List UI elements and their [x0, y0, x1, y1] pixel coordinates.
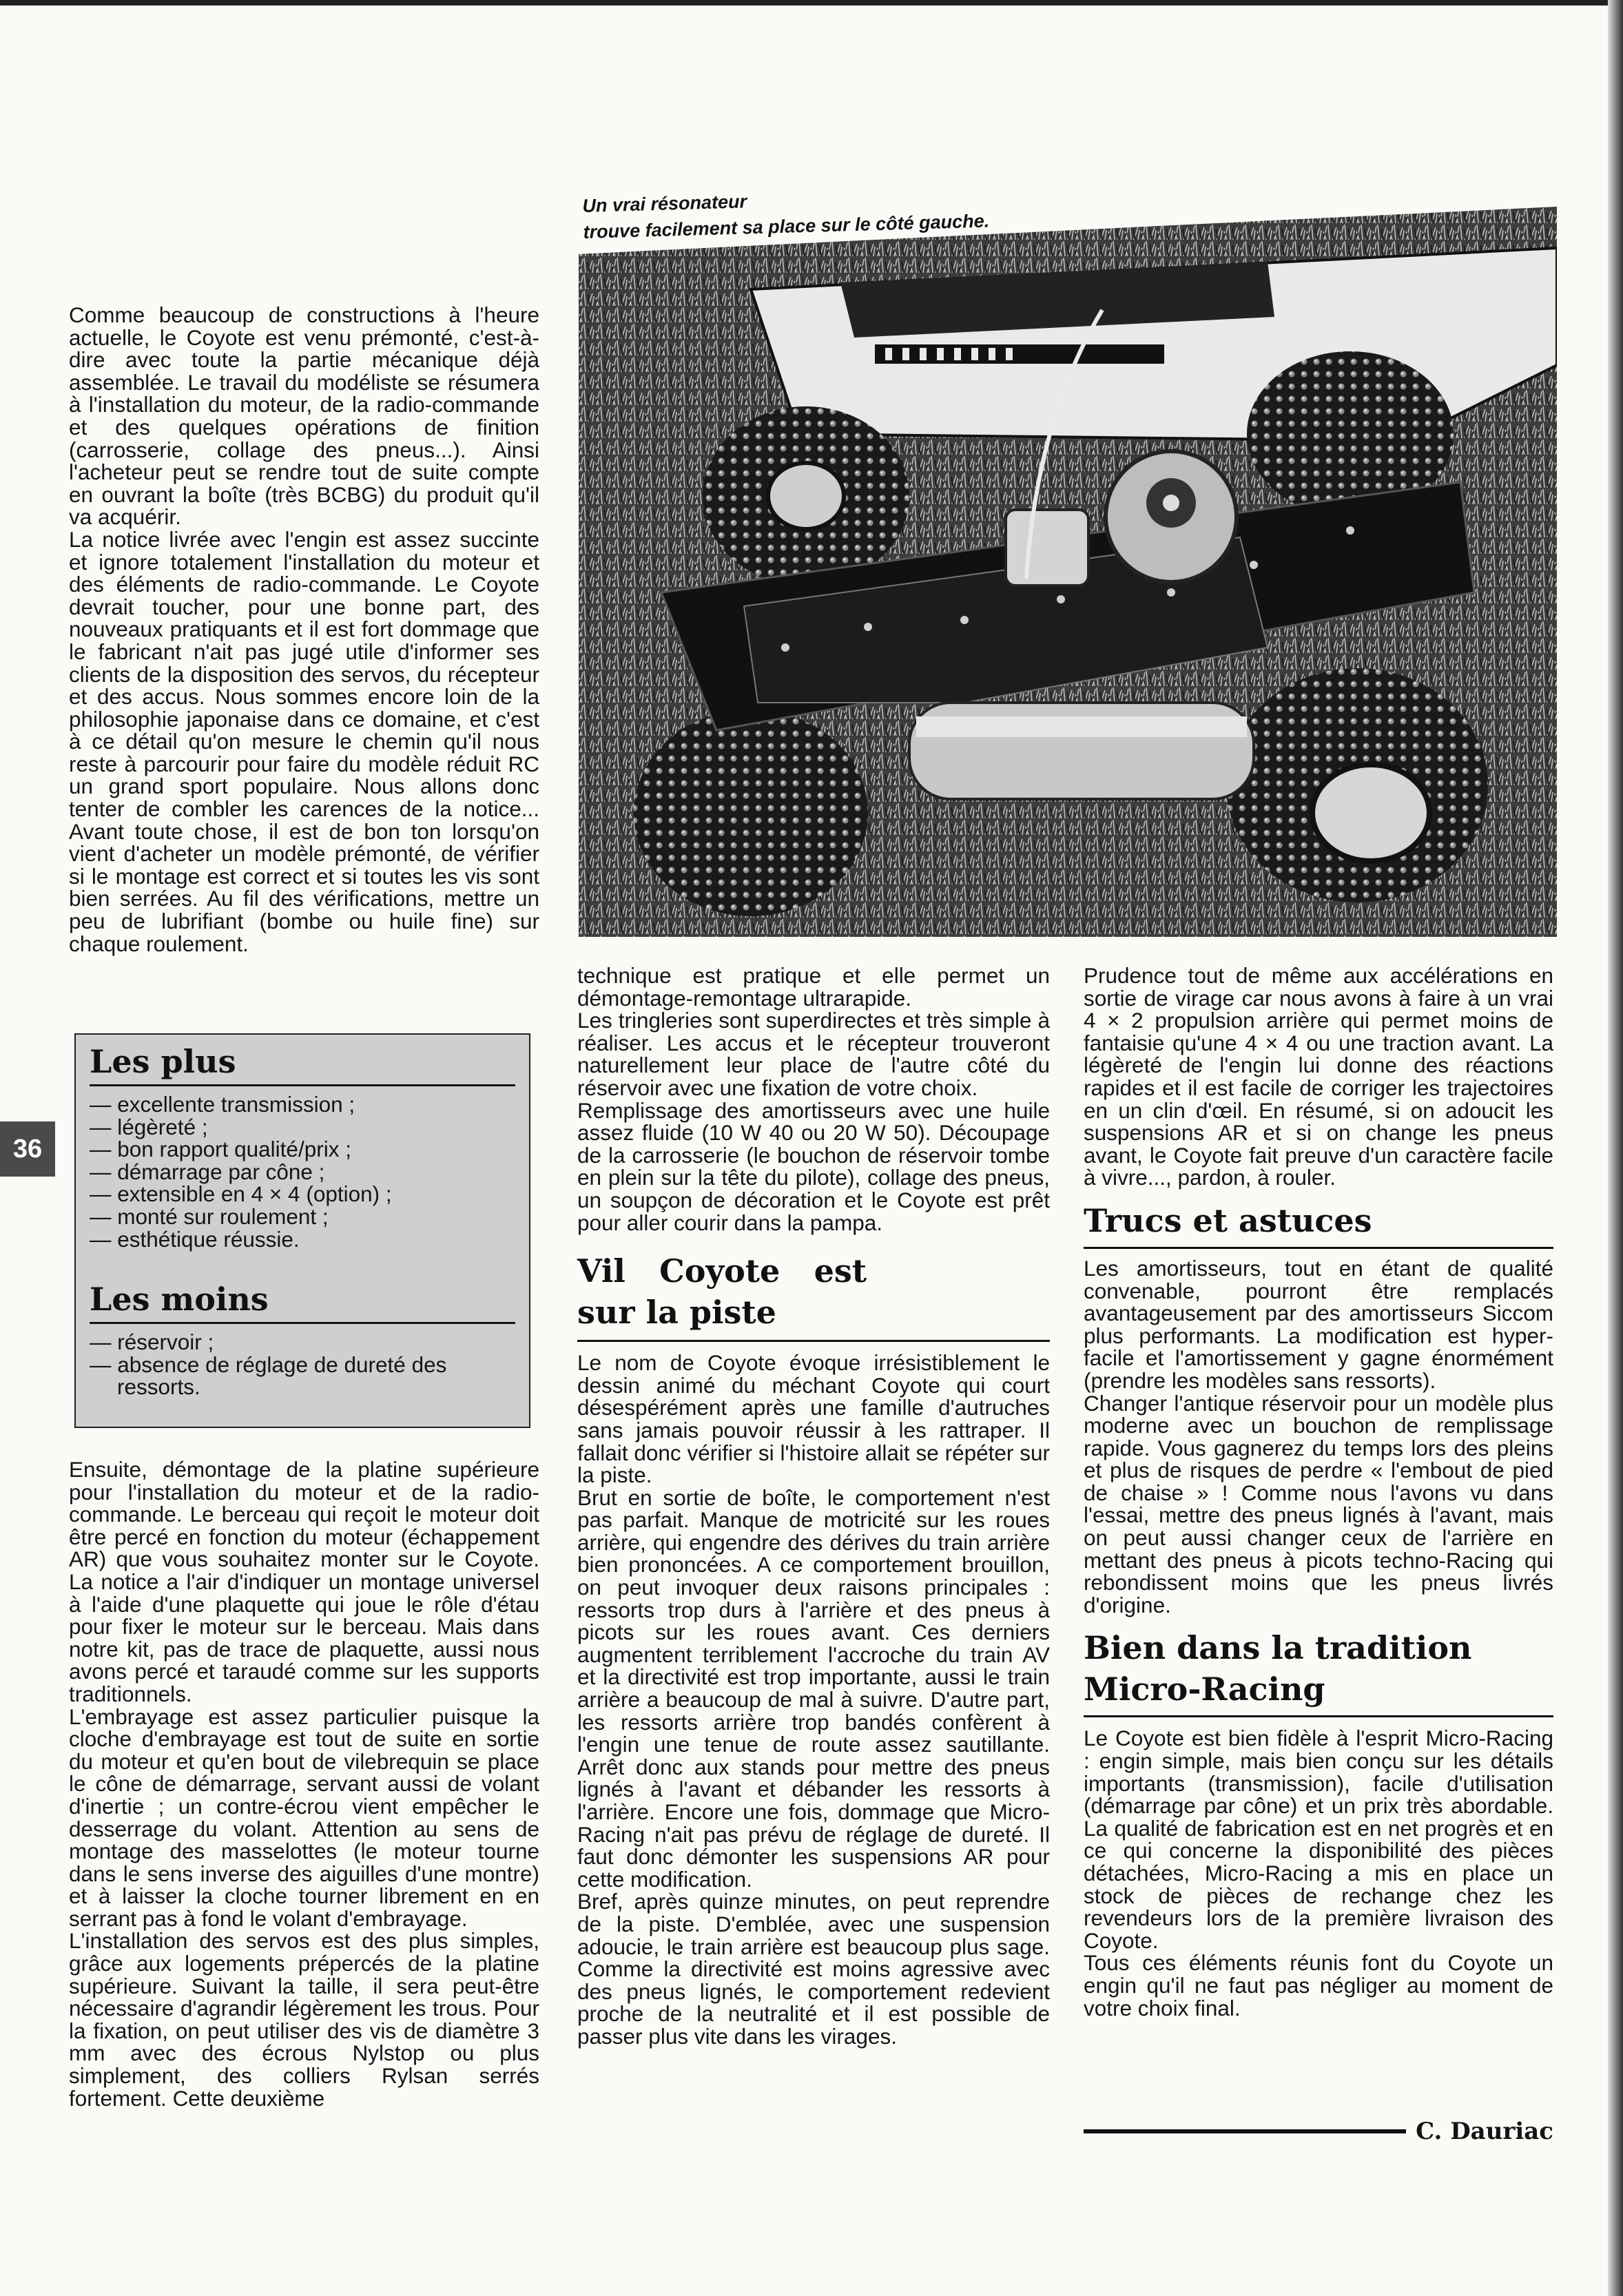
paragraph: Le nom de Coyote évoque irrésistiblement le dessin animé du méchant Coyote qui court désespérément après une famille d'autruches sans jamais pouvoir réussir à les rattraper. Il fallait donc vérifier si l'histoire allait se répéter sur la piste.: [577, 1350, 1050, 1488]
pros-item: — bon rapport qualité/prix ;: [90, 1137, 351, 1162]
paragraph: Les tringleries sont superdirectes et très simple à réaliser. Les accus et le récepteur trouveront naturellement leur place de l'autre côté du réservoir avec une fixation de votre choix.: [577, 1008, 1050, 1100]
coyote-car-photo: [579, 207, 1557, 937]
signature-rule: [1084, 2129, 1406, 2133]
cons-item: — absence de réglage de dureté des ressorts.: [90, 1352, 447, 1400]
section-heading: Vil Coyote est sur la piste: [577, 1252, 867, 1332]
column-2: [577, 964, 1050, 2048]
paragraph: Changer l'antique réservoir pour un modèle plus moderne avec un bouchon de remplissage rapide. Vous gagnerez du temps lors des pleins et plus de risques de perdre « l'embout de pied de chaise » ! Comme nous l'avons vu dans l'essai, mettre des pneus lignés à l'avant, mais on peut aussi changer ceux de l'arrière en mettant des pneus à picots techno-Racing qui rebondissent moins que les pneus livrés d'origine.: [1084, 1390, 1553, 1617]
pros-item: — démarrage par cône ;: [90, 1159, 325, 1184]
paragraph: technique est pratique et elle permet un démontage-remontage ultrarapide.: [577, 963, 1050, 1011]
page-number: 36: [0, 1121, 55, 1177]
pros-item: — extensible en 4 × 4 (option) ;: [90, 1181, 392, 1207]
heading-rule: [577, 1340, 1050, 1342]
paragraph: Remplissage des amortisseurs avec une huile assez fluide (10 W 40 ou 20 W 50). Découpage de la carrosserie (le bouchon de réservoir tombe en plein sur la tête du pilote), collage des pneus, un soupçon de décoration et le Coyote est prêt pour aller courir dans la pampa.: [577, 1097, 1050, 1235]
cons-list: [90, 1331, 515, 1398]
pros-item: — légèreté ;: [90, 1114, 208, 1139]
pros-item: — excellente transmission ;: [90, 1092, 355, 1117]
author-name: C. Dauriac: [1416, 2118, 1553, 2145]
pros-list: [90, 1093, 515, 1250]
page-binding-edge: [1608, 0, 1623, 2296]
column-3: [1084, 964, 1553, 2019]
paragraph: Prudence tout de même aux accélérations en sortie de virage car nous avons à faire à un vrai 4 × 2 propulsion arrière qui permet moins de fantaisie qu'une 4 × 4 ou une traction avant. La légèreté de l'engin lui donne des réactions rapides et il est facile de corriger les trajectoires en un clin d'œil. En résumé, si on adoucit les suspensions AR et si on change les pneus avant, le Coyote fait preuve d'un caractère facile à vivre..., pardon, à rouler.: [1084, 963, 1553, 1190]
paragraph: Ensuite, démontage de la platine supérieure pour l'installation du moteur et de la radio-commande. Le berceau qui reçoit le moteur doit être percé en fonction du moteur (échappement AR) que vous souhaitez monter sur le Coyote. La notice a l'air d'indiquer un montage universel à l'aide d'une plaquette qui joue le rôle d'étau pour fixer le moteur sur le berceau. Mais dans notre kit, pas de trace de plaquette, aussi nous avons percé et taraudé comme sur les supports traditionnels.: [69, 1457, 539, 1706]
pros-rule: [90, 1084, 515, 1086]
column-1-lower: [69, 1458, 539, 2109]
section-heading-block: [577, 1250, 1050, 1342]
section-heading: Trucs et astuces: [1084, 1201, 1372, 1239]
paragraph: La notice livrée avec l'engin est assez succinte et ignore totalement l'installation du moteur et des éléments de radio-commande. Le Coyote devrait toucher, pour une bonne part, des nouveaux pratiquants et il est fort dommage que le fabricant n'ait pas jugé utile d'informer ses clients de la disposition des servos, du récepteur et des accus. Nous sommes encore loin de la philosophie japonaise dans ce domaine, et c'est à ce détail qu'on mesure le chemin qu'il nous reste à parcourir pour faire du modèle réduit RC un grand sport populaire. Nous allons donc tenter de combler les carences de la notice... Avant toute chose, il est de bon ton lorsqu'on vient d'acheter un modèle prémonté, de vérifier si le montage est correct et si toutes les vis sont bien serrées. Au fil des vérifications, mettre un peu de lubrifiant (bombe ou huile fine) sur chaque roulement.: [69, 526, 539, 956]
paragraph: Brut en sortie de boîte, le comportement n'est pas parfait. Manque de motricité sur les roues arrière, qui engendre des dérives du train arrière bien prononcées. A ce comportement brouillon, on peut invoquer deux raisons principales : ressorts trop durs à l'arrière et des pneus à picots sur les roues avant. Ces derniers augmentent terriblement l'accroche du train AV et la directivité est trop importante, aussi le train arrière a beaucoup de mal à suivre. D'autre part, les ressorts arrière trop bandés confèrent à l'engin une tenue de route assez sautillante. Arrêt donc aux stands pour mettre des pneus lignés à l'avant et débander les ressorts à l'arrière. Encore une fois, dommage que Micro-Racing n'ait pas prévu de réglage de dureté. Il faut donc démonter les suspensions AR pour cette modification.: [577, 1485, 1050, 1892]
section-heading-line-1: Bien dans la tradition: [1084, 1629, 1472, 1667]
pros-item: — monté sur roulement ;: [90, 1203, 329, 1229]
photo-caption-line-2: trouve facilement sa place sur le côté gauche.: [583, 210, 990, 242]
paragraph: Comme beaucoup de constructions à l'heure actuelle, le Coyote est venu prémonté, c'est-à-dire avec toute la partie mécanique déjà assemblée. Le travail du modéliste se résumera à l'installation du moteur, de la radio-commande et des quelques opérations de finition (carrosserie, collage des pneus...). Ainsi l'acheteur peut se rendre tout de suite compte en ouvrant la boîte (très BCBG) du produit qu'il va acquérir.: [69, 302, 539, 530]
paragraph: L'embrayage est assez particulier puisque la cloche d'embrayage est tout de suite en sortie du moteur et qu'en bout de vilebrequin se place le cône de démarrage, servant aussi de volant d'inertie ; un contre-écrou vient empêcher le desserrage du volant. Attention au sens de montage des masselottes (le moteur tourne dans le sens inverse des aiguilles d'une montre) et à laisser la cloche tourner librement en en serrant pas à fond le volant d'embrayage.: [69, 1704, 539, 1931]
section-heading-block: [1084, 1627, 1553, 1717]
cons-title: Les moins: [90, 1281, 269, 1318]
paragraph: Le Coyote est bien fidèle à l'esprit Micro-Racing : engin simple, mais bien conçu sur les détails importants (transmission), facile d'utilisation (démarrage par cône) et un prix très abordable. La qualité de fabrication est en net progrès et en ce qui concerne la disponibilité des pièces détachées, Micro-Racing a mis en place un stock de pièces de rechange chez les revendeurs lors de la première livraison des Coyote.: [1084, 1726, 1553, 1953]
paragraph: Tous ces éléments réunis font du Coyote un engin qu'il ne faut pas négliger au moment de votre choix final.: [1084, 1950, 1553, 2020]
cons-rule: [90, 1322, 515, 1324]
heading-rule: [1084, 1715, 1553, 1717]
pros-item: — esthétique réussie.: [90, 1226, 300, 1252]
column-1-upper: [69, 304, 539, 955]
paragraph: Bref, après quinze minutes, on peut reprendre de la piste. D'emblée, avec une suspension adoucie, le train arrière est beaucoup plus sage. Comme la directivité est moins agressive avec des pneus lignés, le comportement redevient proche de la neutralité et il est possible de passer plus vite dans les virages.: [577, 1889, 1050, 2049]
section-heading-block: [1084, 1200, 1553, 1249]
pros-cons-box: [74, 1033, 530, 1428]
section-heading-line-2: Micro-Racing: [1084, 1671, 1325, 1708]
photo-caption-line-1: Un vrai résonateur: [582, 191, 747, 216]
page-top-edge: [0, 0, 1623, 6]
paragraph: L'installation des servos est des plus simples, grâce aux logements prépercés de la platine supérieure. Suivant la taille, il sera peut-être nécessaire d'agrandir légèrement les trous. Pour la fixation, on peut utiliser des vis de diamètre 3 mm avec des écrous Nylstop ou plus simplement, des colliers Rylsan serrés fortement. Cette deuxième: [69, 1928, 539, 2111]
pros-title: Les plus: [90, 1043, 236, 1080]
author-signature: [1084, 2116, 1553, 2147]
paragraph: Les amortisseurs, tout en étant de qualité convenable, pourront être remplacés avantageusement par des amortisseurs Siccom plus performants. La modification est hyper-facile et l'amortissement y gagne énormément (prendre les modèles sans ressorts).: [1084, 1255, 1553, 1393]
heading-rule: [1084, 1247, 1553, 1249]
cons-item: — réservoir ;: [90, 1330, 214, 1355]
